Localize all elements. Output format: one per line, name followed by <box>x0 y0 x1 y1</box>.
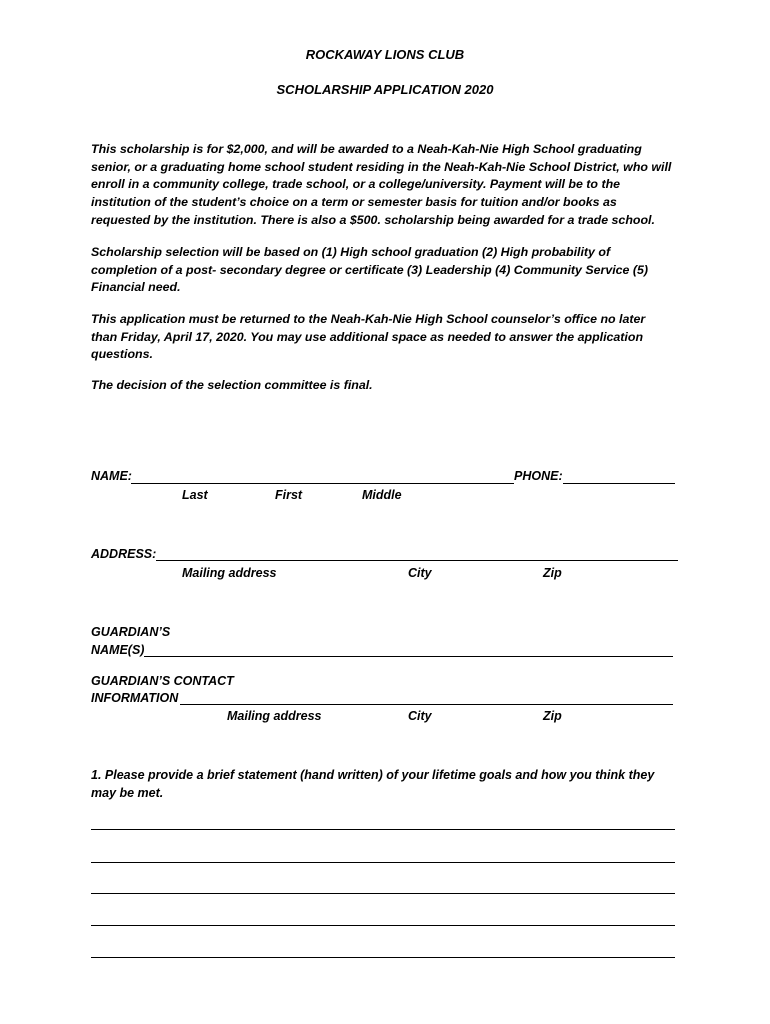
name-sublabel-last: Last <box>182 488 208 502</box>
name-sublabel-middle: Middle <box>362 488 402 502</box>
address-field[interactable] <box>156 560 678 561</box>
contact-sublabel-zip: Zip <box>543 709 562 723</box>
guardian-name-field[interactable] <box>144 656 673 657</box>
contact-label-line2: INFORMATION <box>91 691 179 705</box>
answer-line[interactable] <box>91 925 675 926</box>
intro-paragraph-1 <box>91 141 691 230</box>
text-line: questions. <box>91 347 153 362</box>
answer-line[interactable] <box>91 893 675 894</box>
phone-label: PHONE: <box>514 469 563 483</box>
text-line: This scholarship is for $2,000, and will be awarded to a Neah-Kah-Nie High School graduating <box>91 142 642 156</box>
org-name: ROCKAWAY LIONS CLUB <box>305 47 465 62</box>
text-line: institution of the student’s choice on a term or semester basis for tuition and/or books as <box>91 195 617 210</box>
text-line: enroll in a community college, trade school, or a college/university. Payment will be to the <box>91 177 621 192</box>
address-sublabel-zip: Zip <box>543 566 562 580</box>
address-sublabel-mailing: Mailing address <box>182 566 277 580</box>
name-field[interactable] <box>131 483 514 484</box>
question-1-text-line1: 1. Please provide a brief statement (hand written) of your lifetime goals and how you think they <box>91 768 655 782</box>
text-line: Scholarship selection will be based on (1) High school graduation (2) High probability of <box>91 245 611 259</box>
answer-line[interactable] <box>91 957 675 958</box>
name-label: NAME: <box>91 469 132 483</box>
text-line: completion of a post- secondary degree or certificate (3) Leadership (4) Community Service (5) <box>91 262 649 277</box>
guardian-contact-field[interactable] <box>180 704 673 705</box>
text-line: Financial need. <box>91 280 181 295</box>
question-1-text-line2: may be met. <box>91 786 164 800</box>
phone-field[interactable] <box>563 483 675 484</box>
text-line: than Friday, April 17, 2020. You may use additional space as needed to answer the application <box>91 329 644 344</box>
answer-line[interactable] <box>91 829 675 830</box>
contact-label-line1: GUARDIAN’S CONTACT <box>91 674 234 688</box>
text-line: requested by the institution. There is also a $500. scholarship being awarded for a trade school. <box>91 212 655 227</box>
intro-paragraph-4: The decision of the selection committee is final. <box>91 378 373 392</box>
intro-paragraph-3 <box>91 311 691 364</box>
answer-line[interactable] <box>91 862 675 863</box>
guardian-label-line2: NAME(S) <box>91 643 145 657</box>
guardian-label-line1: GUARDIAN’S <box>91 625 171 639</box>
address-sublabel-city: City <box>408 566 432 580</box>
address-label: ADDRESS: <box>91 547 157 561</box>
text-line: This application must be returned to the Neah-Kah-Nie High School counselor’s office no later <box>91 312 646 326</box>
page-title: SCHOLARSHIP APPLICATION 2020 <box>276 82 494 97</box>
contact-sublabel-mailing: Mailing address <box>227 709 322 723</box>
intro-paragraph-2 <box>91 244 691 297</box>
contact-sublabel-city: City <box>408 709 432 723</box>
text-line: senior, or a graduating home school student residing in the Neah-Kah-Nie School District, who will <box>91 159 672 174</box>
name-sublabel-first: First <box>275 488 303 502</box>
